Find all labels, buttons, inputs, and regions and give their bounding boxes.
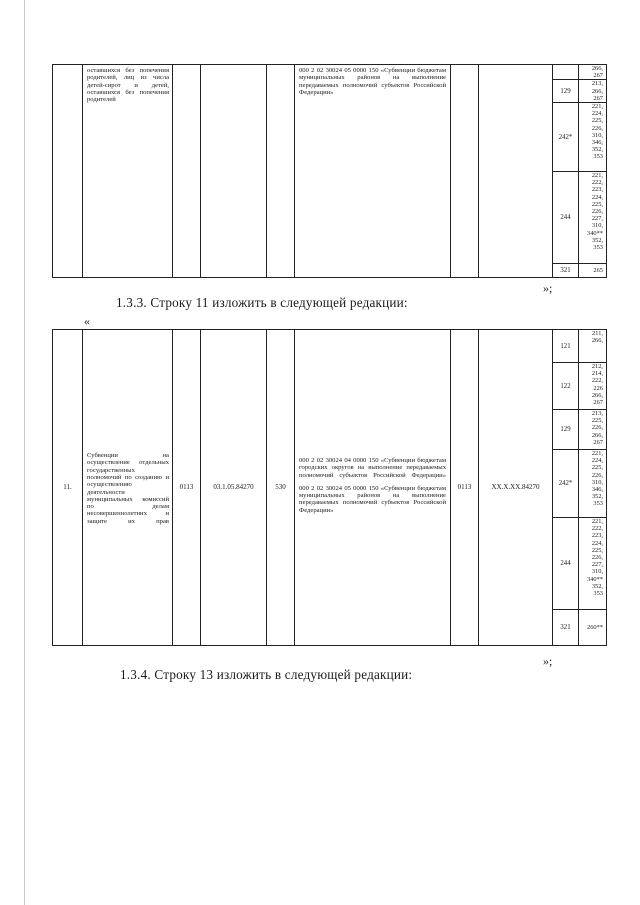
code-item: 221,	[591, 103, 603, 111]
code-item: 214,	[591, 370, 603, 378]
code-item: 352,	[591, 236, 603, 244]
cell-code: 121	[553, 330, 579, 363]
code-item: 340**	[587, 229, 603, 237]
code-item: 353	[593, 244, 603, 252]
code-item: 213,	[591, 410, 603, 417]
code-item: 222,	[591, 377, 603, 385]
cell-c5	[479, 65, 553, 278]
code-item: 267	[593, 399, 603, 407]
code-item: 225,	[591, 417, 603, 425]
table-continuation	[52, 64, 607, 278]
cell-code: 129	[553, 80, 579, 103]
code-item: 225,	[591, 200, 603, 208]
code-item: 212,	[591, 363, 603, 370]
cell-c4: 0113	[451, 330, 479, 646]
cell-num: 11.	[53, 330, 83, 646]
cell-items	[579, 363, 607, 410]
cell-items	[579, 103, 607, 172]
code-item: 222,	[591, 179, 603, 187]
cell-c2: 03.1.05.84270	[201, 330, 267, 646]
subsidy-municipal-districts: 000 2 02 30024 05 0000 150 «Субвенции бюджетам муниципальных районов на выполнение передаваемых полномочий субъектов Российской Федерации»	[299, 484, 446, 514]
cell-code	[553, 65, 579, 80]
code-item: 310,	[591, 222, 603, 230]
cell-c1	[173, 65, 201, 278]
cell-items	[579, 80, 607, 103]
cell-code: 242*	[553, 450, 579, 518]
cell-subsidy	[295, 330, 451, 646]
code-item: 225,	[591, 546, 603, 554]
cell-items	[579, 264, 607, 278]
cell-c2	[201, 65, 267, 278]
cell-items	[579, 330, 607, 363]
code-item: 226,	[591, 208, 603, 216]
code-item: 266,	[591, 87, 603, 95]
cell-c4	[451, 65, 479, 278]
code-item: 353	[593, 590, 603, 598]
cell-code: 244	[553, 172, 579, 264]
cell-num	[53, 65, 83, 278]
cell-items	[579, 65, 607, 80]
code-item: 221,	[591, 450, 603, 457]
scan-margin-line	[24, 0, 25, 905]
opening-quote: «	[84, 314, 90, 328]
code-item: 221,	[591, 518, 603, 525]
cell-subsidy: 000 2 02 30024 05 0000 150 «Субвенции бюджетам муниципальных районов на выполнение передаваемых полномочий субъектов Российской Федерации»	[295, 65, 451, 278]
code-item: 227,	[591, 215, 603, 223]
code-item: 224,	[591, 457, 603, 465]
code-item: 353	[593, 500, 603, 508]
code-item: 353	[593, 153, 603, 161]
cell-code: 321	[553, 610, 579, 646]
code-item: 267	[593, 438, 603, 446]
cell-c5: XX.X.XX.84270	[479, 330, 553, 646]
code-item: 266,	[591, 65, 603, 72]
code-item: 223,	[591, 186, 603, 194]
code-item: 225,	[591, 464, 603, 472]
code-item: 265	[593, 266, 603, 274]
code-item: 224,	[591, 539, 603, 547]
code-item: 227,	[591, 561, 603, 569]
code-item: 266,	[591, 391, 603, 399]
code-item: 226,	[591, 424, 603, 432]
cell-code: 321	[553, 264, 579, 278]
code-item: 352,	[591, 493, 603, 501]
cell-items	[579, 172, 607, 264]
code-item: 260**	[587, 623, 603, 631]
cell-code: 242*	[553, 103, 579, 172]
cell-items	[579, 518, 607, 610]
code-item: 225,	[591, 117, 603, 125]
code-item: 267	[593, 72, 603, 80]
code-item: 226,	[591, 554, 603, 562]
cell-items	[579, 450, 607, 518]
code-item: 267	[593, 94, 603, 102]
cell-name: оставшихся без попечения родителей, лиц из числа детей-сирот и детей, оставшихся без попечения родителей	[83, 65, 173, 278]
code-item: 226,	[591, 471, 603, 479]
code-item: 226	[593, 384, 603, 392]
cell-c3: 530	[267, 330, 295, 646]
code-item: 340**	[587, 575, 603, 583]
code-item: 211,	[592, 330, 603, 337]
cell-c1: 0113	[173, 330, 201, 646]
section-heading-1-3-3: 1.3.3. Строку 11 изложить в следующей редакции:	[116, 295, 408, 310]
cell-items	[579, 610, 607, 646]
code-item: 352,	[591, 582, 603, 590]
code-item: 224,	[591, 193, 603, 201]
cell-c3	[267, 65, 295, 278]
code-item: 222,	[591, 525, 603, 533]
subsidy-urban-districts: 000 2 02 30024 04 0000 150 «Субвенции бюджетам городских округов на выполнение передаваемых полномочий субъектов Российской Федерации»	[299, 456, 446, 479]
code-item: 266,	[591, 431, 603, 439]
closing-quote: »;	[543, 281, 553, 295]
code-item: 352,	[591, 146, 603, 154]
code-item: 310,	[591, 478, 603, 486]
code-item: 310,	[591, 131, 603, 139]
code-item: 221,	[591, 172, 603, 180]
code-item: 226,	[591, 124, 603, 132]
table-row-11	[52, 329, 607, 646]
code-item: 346,	[591, 139, 603, 147]
code-item: 224,	[591, 110, 603, 118]
code-item: 310,	[591, 568, 603, 576]
code-item: 213,	[591, 80, 603, 88]
code-item: 266,	[591, 337, 603, 345]
cell-code: 244	[553, 518, 579, 610]
code-item: 346,	[591, 486, 603, 494]
cell-code: 129	[553, 410, 579, 450]
cell-name: Субвенции на осуществление отдельных государственных полномочий по созданию и осуществлению деятельности муниципальных комиссий по делам несовершеннолетних и защите их прав	[83, 330, 173, 646]
section-heading-1-3-4: 1.3.4. Строку 13 изложить в следующей редакции:	[120, 667, 413, 682]
cell-code: 122	[553, 363, 579, 410]
cell-items	[579, 410, 607, 450]
code-item: 223,	[591, 532, 603, 540]
closing-quote: »;	[543, 654, 553, 668]
